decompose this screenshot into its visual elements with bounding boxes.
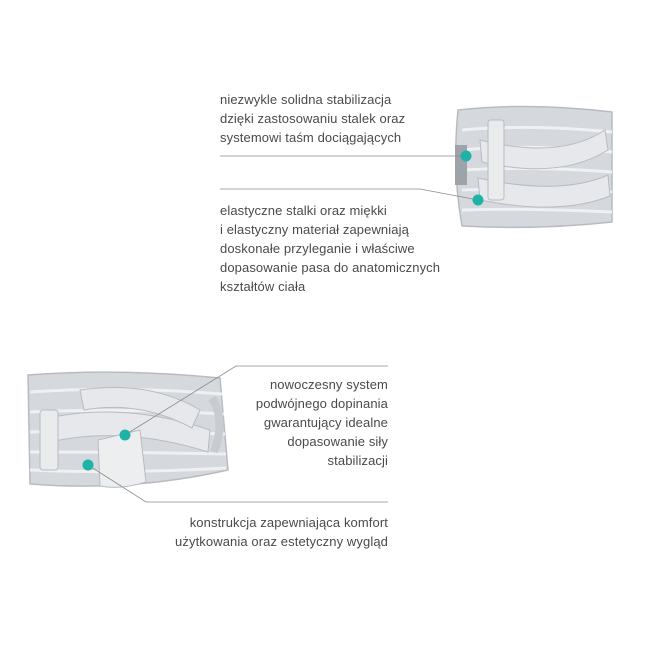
feature-text-double-fastening: nowoczesny system podwójnego dopinania gwarantujący idealne dopasowanie siły stabilizacji	[255, 377, 388, 468]
marker-dot-3	[120, 430, 131, 441]
feature-text-comfort: konstrukcja zapewniająca komfort użytkowania oraz estetyczny wygląd	[175, 515, 388, 549]
feature-text-elastic-material: elastyczne stalki oraz miękki i elastyczny materiał zapewniają doskonałe przyleganie i właściwe dopasowanie pasa do anatomicznych kształtów ciała	[220, 203, 441, 294]
marker-dot-4	[83, 460, 94, 471]
feature-text-stabilization: niezwykle solidna stabilizacja dzięki zastosowaniu stalek oraz systemowi taśm dociągających	[220, 92, 406, 145]
